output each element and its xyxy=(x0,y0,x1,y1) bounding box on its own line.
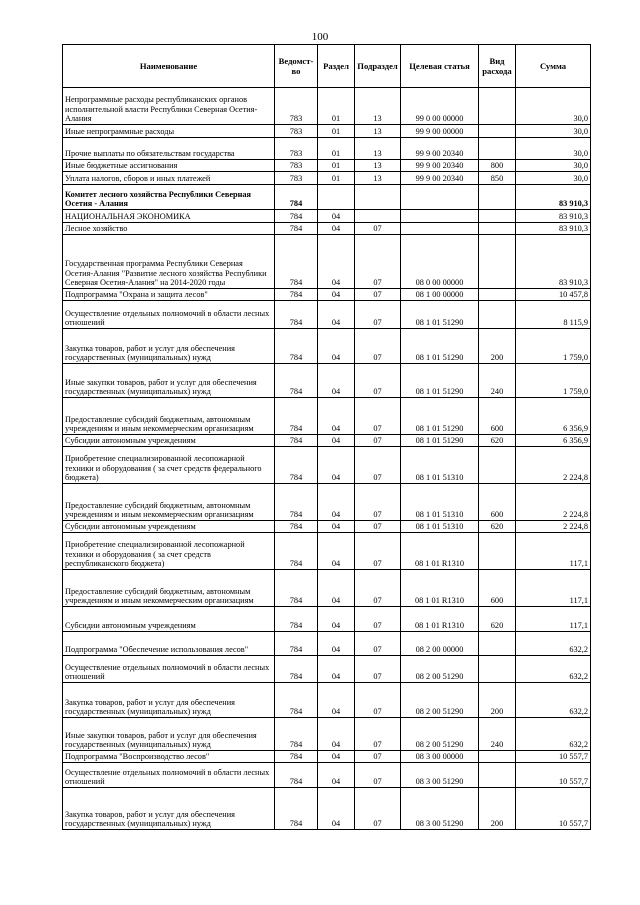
cell-dept: 783 xyxy=(275,125,318,138)
cell-section: 04 xyxy=(318,329,355,364)
cell-subsection: 07 xyxy=(355,607,401,632)
cell-subsection: 13 xyxy=(355,88,401,125)
cell-subsection: 07 xyxy=(355,364,401,398)
cell-target: 08 1 01 51310 xyxy=(401,521,479,533)
cell-dept: 784 xyxy=(275,484,318,521)
cell-name: Субсидии автономным учреждениям xyxy=(63,521,275,533)
cell-target: 08 2 00 00000 xyxy=(401,632,479,656)
cell-name: Предоставление субсидий бюджетным, автономным учреждениям и иным некоммерческим организациям xyxy=(63,484,275,521)
cell-sum: 10 557,7 xyxy=(516,788,591,830)
table-row xyxy=(63,763,591,788)
cell-kind: 800 xyxy=(479,160,516,172)
table-row xyxy=(63,364,591,398)
header-dept: Ведомст-во xyxy=(275,45,318,88)
cell-section: 04 xyxy=(318,521,355,533)
cell-dept: 784 xyxy=(275,788,318,830)
cell-sum: 30,0 xyxy=(516,88,591,125)
cell-dept: 783 xyxy=(275,172,318,185)
cell-name: Закупка товаров, работ и услуг для обеспечения государственных (муниципальных) нужд xyxy=(63,788,275,830)
cell-sum: 632,2 xyxy=(516,632,591,656)
table-row xyxy=(63,138,591,160)
cell-target: 99 9 00 20340 xyxy=(401,160,479,172)
cell-dept: 784 xyxy=(275,223,318,235)
cell-subsection: 07 xyxy=(355,683,401,718)
cell-kind xyxy=(479,447,516,484)
cell-section: 04 xyxy=(318,210,355,223)
cell-target: 08 1 01 51290 xyxy=(401,398,479,435)
cell-sum: 30,0 xyxy=(516,160,591,172)
cell-target: 08 0 00 00000 xyxy=(401,235,479,289)
table-row xyxy=(63,172,591,185)
cell-dept: 784 xyxy=(275,521,318,533)
page-number: 100 xyxy=(311,31,329,43)
cell-dept: 783 xyxy=(275,138,318,160)
header-kind: Вид расхода xyxy=(479,45,516,88)
cell-name: Приобретение специализированной лесопожарной техники и оборудования ( за счет средств республиканского бюджета) xyxy=(63,533,275,570)
cell-name: Иные непрограммные расходы xyxy=(63,125,275,138)
cell-sum: 10 457,8 xyxy=(516,289,591,301)
cell-section: 01 xyxy=(318,160,355,172)
cell-section: 04 xyxy=(318,447,355,484)
cell-kind xyxy=(479,632,516,656)
cell-sum: 83 910,3 xyxy=(516,210,591,223)
cell-name: Предоставление субсидий бюджетным, автономным учреждениям и иным некоммерческим организациям xyxy=(63,398,275,435)
table-row xyxy=(63,88,591,125)
cell-section: 04 xyxy=(318,289,355,301)
cell-subsection: 07 xyxy=(355,570,401,607)
cell-kind xyxy=(479,88,516,125)
cell-sum: 2 224,8 xyxy=(516,447,591,484)
cell-subsection: 07 xyxy=(355,656,401,683)
cell-subsection: 13 xyxy=(355,160,401,172)
cell-target xyxy=(401,223,479,235)
cell-name: Осуществление отдельных полномочий в области лесных отношений xyxy=(63,301,275,329)
cell-dept: 784 xyxy=(275,447,318,484)
cell-subsection: 07 xyxy=(355,763,401,788)
cell-sum: 8 115,9 xyxy=(516,301,591,329)
cell-target: 08 3 00 00000 xyxy=(401,751,479,763)
cell-sum: 83 910,3 xyxy=(516,185,591,210)
cell-sum: 30,0 xyxy=(516,138,591,160)
cell-dept: 784 xyxy=(275,683,318,718)
table-row xyxy=(63,521,591,533)
cell-subsection: 07 xyxy=(355,788,401,830)
table-row xyxy=(63,484,591,521)
cell-name: Иные бюджетные ассигнования xyxy=(63,160,275,172)
cell-sum: 6 356,9 xyxy=(516,435,591,447)
cell-target: 99 9 00 20340 xyxy=(401,172,479,185)
cell-name: Предоставление субсидий бюджетным, автономным учреждениям и иным некоммерческим организациям xyxy=(63,570,275,607)
cell-sum: 2 224,8 xyxy=(516,521,591,533)
cell-sum: 2 224,8 xyxy=(516,484,591,521)
table-row xyxy=(63,751,591,763)
cell-kind: 240 xyxy=(479,364,516,398)
cell-kind xyxy=(479,289,516,301)
cell-target: 08 3 00 51290 xyxy=(401,763,479,788)
cell-dept: 784 xyxy=(275,301,318,329)
cell-dept: 784 xyxy=(275,763,318,788)
cell-target: 08 1 01 51290 xyxy=(401,301,479,329)
cell-subsection: 07 xyxy=(355,447,401,484)
cell-sum: 632,2 xyxy=(516,656,591,683)
cell-section: 04 xyxy=(318,364,355,398)
table-row xyxy=(63,160,591,172)
cell-kind: 200 xyxy=(479,329,516,364)
cell-kind: 200 xyxy=(479,683,516,718)
cell-section: 04 xyxy=(318,484,355,521)
cell-section: 04 xyxy=(318,301,355,329)
cell-kind xyxy=(479,223,516,235)
cell-sum: 117,1 xyxy=(516,533,591,570)
cell-name: Осуществление отдельных полномочий в области лесных отношений xyxy=(63,763,275,788)
cell-name: Закупка товаров, работ и услуг для обеспечения государственных (муниципальных) нужд xyxy=(63,329,275,364)
header-section: Раздел xyxy=(318,45,355,88)
cell-sum: 30,0 xyxy=(516,172,591,185)
cell-section xyxy=(318,185,355,210)
cell-name: Закупка товаров, работ и услуг для обеспечения государственных (муниципальных) нужд xyxy=(63,683,275,718)
cell-target: 08 2 00 51290 xyxy=(401,718,479,751)
cell-dept: 784 xyxy=(275,751,318,763)
cell-dept: 784 xyxy=(275,632,318,656)
cell-target: 08 1 01 R1310 xyxy=(401,533,479,570)
cell-name: Субсидии автономным учреждениям xyxy=(63,435,275,447)
cell-name: Иные закупки товаров, работ и услуг для обеспечения государственных (муниципальных) нужд xyxy=(63,718,275,751)
cell-subsection: 07 xyxy=(355,301,401,329)
cell-subsection: 07 xyxy=(355,632,401,656)
cell-kind xyxy=(479,210,516,223)
cell-subsection: 07 xyxy=(355,521,401,533)
cell-name: Иные закупки товаров, работ и услуг для обеспечения государственных (муниципальных) нужд xyxy=(63,364,275,398)
cell-dept: 784 xyxy=(275,364,318,398)
cell-subsection: 13 xyxy=(355,125,401,138)
cell-subsection: 07 xyxy=(355,289,401,301)
cell-subsection: 07 xyxy=(355,718,401,751)
cell-dept: 783 xyxy=(275,88,318,125)
cell-dept: 784 xyxy=(275,718,318,751)
cell-section: 04 xyxy=(318,435,355,447)
cell-name: Приобретение специализированной лесопожарной техники и оборудования ( за счет средств федерального бюджета) xyxy=(63,447,275,484)
cell-name: Непрограммные расходы республиканских органов исполнительной власти Республики Северная Осетия-Алания xyxy=(63,88,275,125)
cell-kind: 200 xyxy=(479,788,516,830)
cell-dept: 784 xyxy=(275,533,318,570)
cell-subsection xyxy=(355,210,401,223)
cell-section: 04 xyxy=(318,235,355,289)
table-body xyxy=(63,88,591,830)
cell-target: 08 2 00 51290 xyxy=(401,683,479,718)
budget-table xyxy=(62,44,591,830)
table-row xyxy=(63,447,591,484)
cell-target: 99 9 00 00000 xyxy=(401,125,479,138)
header-subsection: Подраздел xyxy=(355,45,401,88)
cell-sum: 10 557,7 xyxy=(516,763,591,788)
cell-kind xyxy=(479,301,516,329)
cell-subsection: 07 xyxy=(355,435,401,447)
header-name: Наименование xyxy=(63,45,275,88)
table-row xyxy=(63,398,591,435)
cell-subsection: 07 xyxy=(355,329,401,364)
cell-section: 04 xyxy=(318,570,355,607)
cell-name: Осуществление отдельных полномочий в области лесных отношений xyxy=(63,656,275,683)
cell-kind: 600 xyxy=(479,570,516,607)
cell-subsection: 07 xyxy=(355,484,401,521)
cell-section: 01 xyxy=(318,172,355,185)
cell-kind: 620 xyxy=(479,435,516,447)
cell-sum: 117,1 xyxy=(516,607,591,632)
cell-kind xyxy=(479,235,516,289)
cell-kind: 600 xyxy=(479,398,516,435)
cell-name: НАЦИОНАЛЬНАЯ ЭКОНОМИКА xyxy=(63,210,275,223)
cell-name: Подпрограмма "Воспроизводство лесов" xyxy=(63,751,275,763)
cell-subsection: 13 xyxy=(355,172,401,185)
table-row xyxy=(63,223,591,235)
cell-section: 04 xyxy=(318,683,355,718)
cell-dept: 784 xyxy=(275,210,318,223)
table-row xyxy=(63,683,591,718)
cell-kind xyxy=(479,138,516,160)
cell-sum: 83 910,3 xyxy=(516,235,591,289)
cell-target: 08 1 01 R1310 xyxy=(401,570,479,607)
cell-target xyxy=(401,210,479,223)
cell-subsection: 07 xyxy=(355,751,401,763)
header-target: Целевая статья xyxy=(401,45,479,88)
cell-name: Субсидии автономным учреждениям xyxy=(63,607,275,632)
cell-sum: 1 759,0 xyxy=(516,364,591,398)
cell-name: Лесное хозяйство xyxy=(63,223,275,235)
cell-sum: 30,0 xyxy=(516,125,591,138)
cell-subsection: 07 xyxy=(355,223,401,235)
cell-name: Подпрограмма "Обеспечение использования лесов" xyxy=(63,632,275,656)
table-row xyxy=(63,289,591,301)
table-row xyxy=(63,632,591,656)
cell-section: 04 xyxy=(318,223,355,235)
table-row xyxy=(63,329,591,364)
table-row xyxy=(63,788,591,830)
cell-kind xyxy=(479,125,516,138)
cell-section: 04 xyxy=(318,607,355,632)
table-row xyxy=(63,718,591,751)
cell-target: 08 1 01 51310 xyxy=(401,447,479,484)
cell-kind: 600 xyxy=(479,484,516,521)
cell-target: 08 1 01 51310 xyxy=(401,484,479,521)
cell-dept: 784 xyxy=(275,656,318,683)
cell-section: 04 xyxy=(318,718,355,751)
cell-dept: 784 xyxy=(275,289,318,301)
header-sum: Сумма xyxy=(516,45,591,88)
cell-sum: 10 557,7 xyxy=(516,751,591,763)
table-row xyxy=(63,607,591,632)
cell-target: 08 2 00 51290 xyxy=(401,656,479,683)
cell-section: 04 xyxy=(318,763,355,788)
cell-dept: 784 xyxy=(275,607,318,632)
cell-kind xyxy=(479,656,516,683)
cell-name: Уплата налогов, сборов и иных платежей xyxy=(63,172,275,185)
cell-target: 99 0 00 00000 xyxy=(401,88,479,125)
cell-section: 04 xyxy=(318,632,355,656)
table-row xyxy=(63,210,591,223)
cell-kind: 620 xyxy=(479,607,516,632)
table-header-row xyxy=(63,45,591,88)
cell-kind xyxy=(479,763,516,788)
cell-name: Комитет лесного хозяйства Республики Северная Осетия - Алания xyxy=(63,185,275,210)
cell-dept: 784 xyxy=(275,185,318,210)
table-row xyxy=(63,125,591,138)
cell-target: 08 1 00 00000 xyxy=(401,289,479,301)
cell-section: 01 xyxy=(318,88,355,125)
cell-target: 08 1 01 R1310 xyxy=(401,607,479,632)
table-row xyxy=(63,235,591,289)
cell-dept: 783 xyxy=(275,160,318,172)
cell-kind xyxy=(479,533,516,570)
table-row xyxy=(63,570,591,607)
table-row xyxy=(63,301,591,329)
table-row xyxy=(63,533,591,570)
cell-subsection: 07 xyxy=(355,235,401,289)
cell-section: 01 xyxy=(318,125,355,138)
cell-dept: 784 xyxy=(275,235,318,289)
cell-section: 04 xyxy=(318,398,355,435)
cell-target: 08 1 01 51290 xyxy=(401,364,479,398)
cell-name: Прочие выплаты по обязательствам государства xyxy=(63,138,275,160)
cell-subsection xyxy=(355,185,401,210)
cell-name: Государственная программа Республики Северная Осетия-Алания "Развитие лесного хозяйства Республики Северная Осетия-Алания" на 2014-2020 годы xyxy=(63,235,275,289)
cell-kind xyxy=(479,751,516,763)
cell-section: 04 xyxy=(318,533,355,570)
cell-kind: 850 xyxy=(479,172,516,185)
cell-name: Подпрограмма "Охрана и защита лесов" xyxy=(63,289,275,301)
table-row xyxy=(63,656,591,683)
cell-section: 04 xyxy=(318,788,355,830)
cell-sum: 1 759,0 xyxy=(516,329,591,364)
cell-section: 04 xyxy=(318,751,355,763)
cell-kind: 240 xyxy=(479,718,516,751)
cell-dept: 784 xyxy=(275,398,318,435)
cell-target: 08 3 00 51290 xyxy=(401,788,479,830)
cell-sum: 632,2 xyxy=(516,683,591,718)
cell-sum: 632,2 xyxy=(516,718,591,751)
cell-sum: 6 356,9 xyxy=(516,398,591,435)
cell-kind xyxy=(479,185,516,210)
cell-subsection: 07 xyxy=(355,533,401,570)
cell-subsection: 07 xyxy=(355,398,401,435)
table-row xyxy=(63,435,591,447)
table-row xyxy=(63,185,591,210)
cell-sum: 83 910,3 xyxy=(516,223,591,235)
cell-dept: 784 xyxy=(275,435,318,447)
cell-target xyxy=(401,185,479,210)
cell-dept: 784 xyxy=(275,570,318,607)
cell-subsection: 13 xyxy=(355,138,401,160)
cell-dept: 784 xyxy=(275,329,318,364)
cell-target: 08 1 01 51290 xyxy=(401,329,479,364)
cell-target: 08 1 01 51290 xyxy=(401,435,479,447)
cell-kind: 620 xyxy=(479,521,516,533)
cell-target: 99 9 00 20340 xyxy=(401,138,479,160)
cell-section: 04 xyxy=(318,656,355,683)
cell-sum: 117,1 xyxy=(516,570,591,607)
cell-section: 01 xyxy=(318,138,355,160)
